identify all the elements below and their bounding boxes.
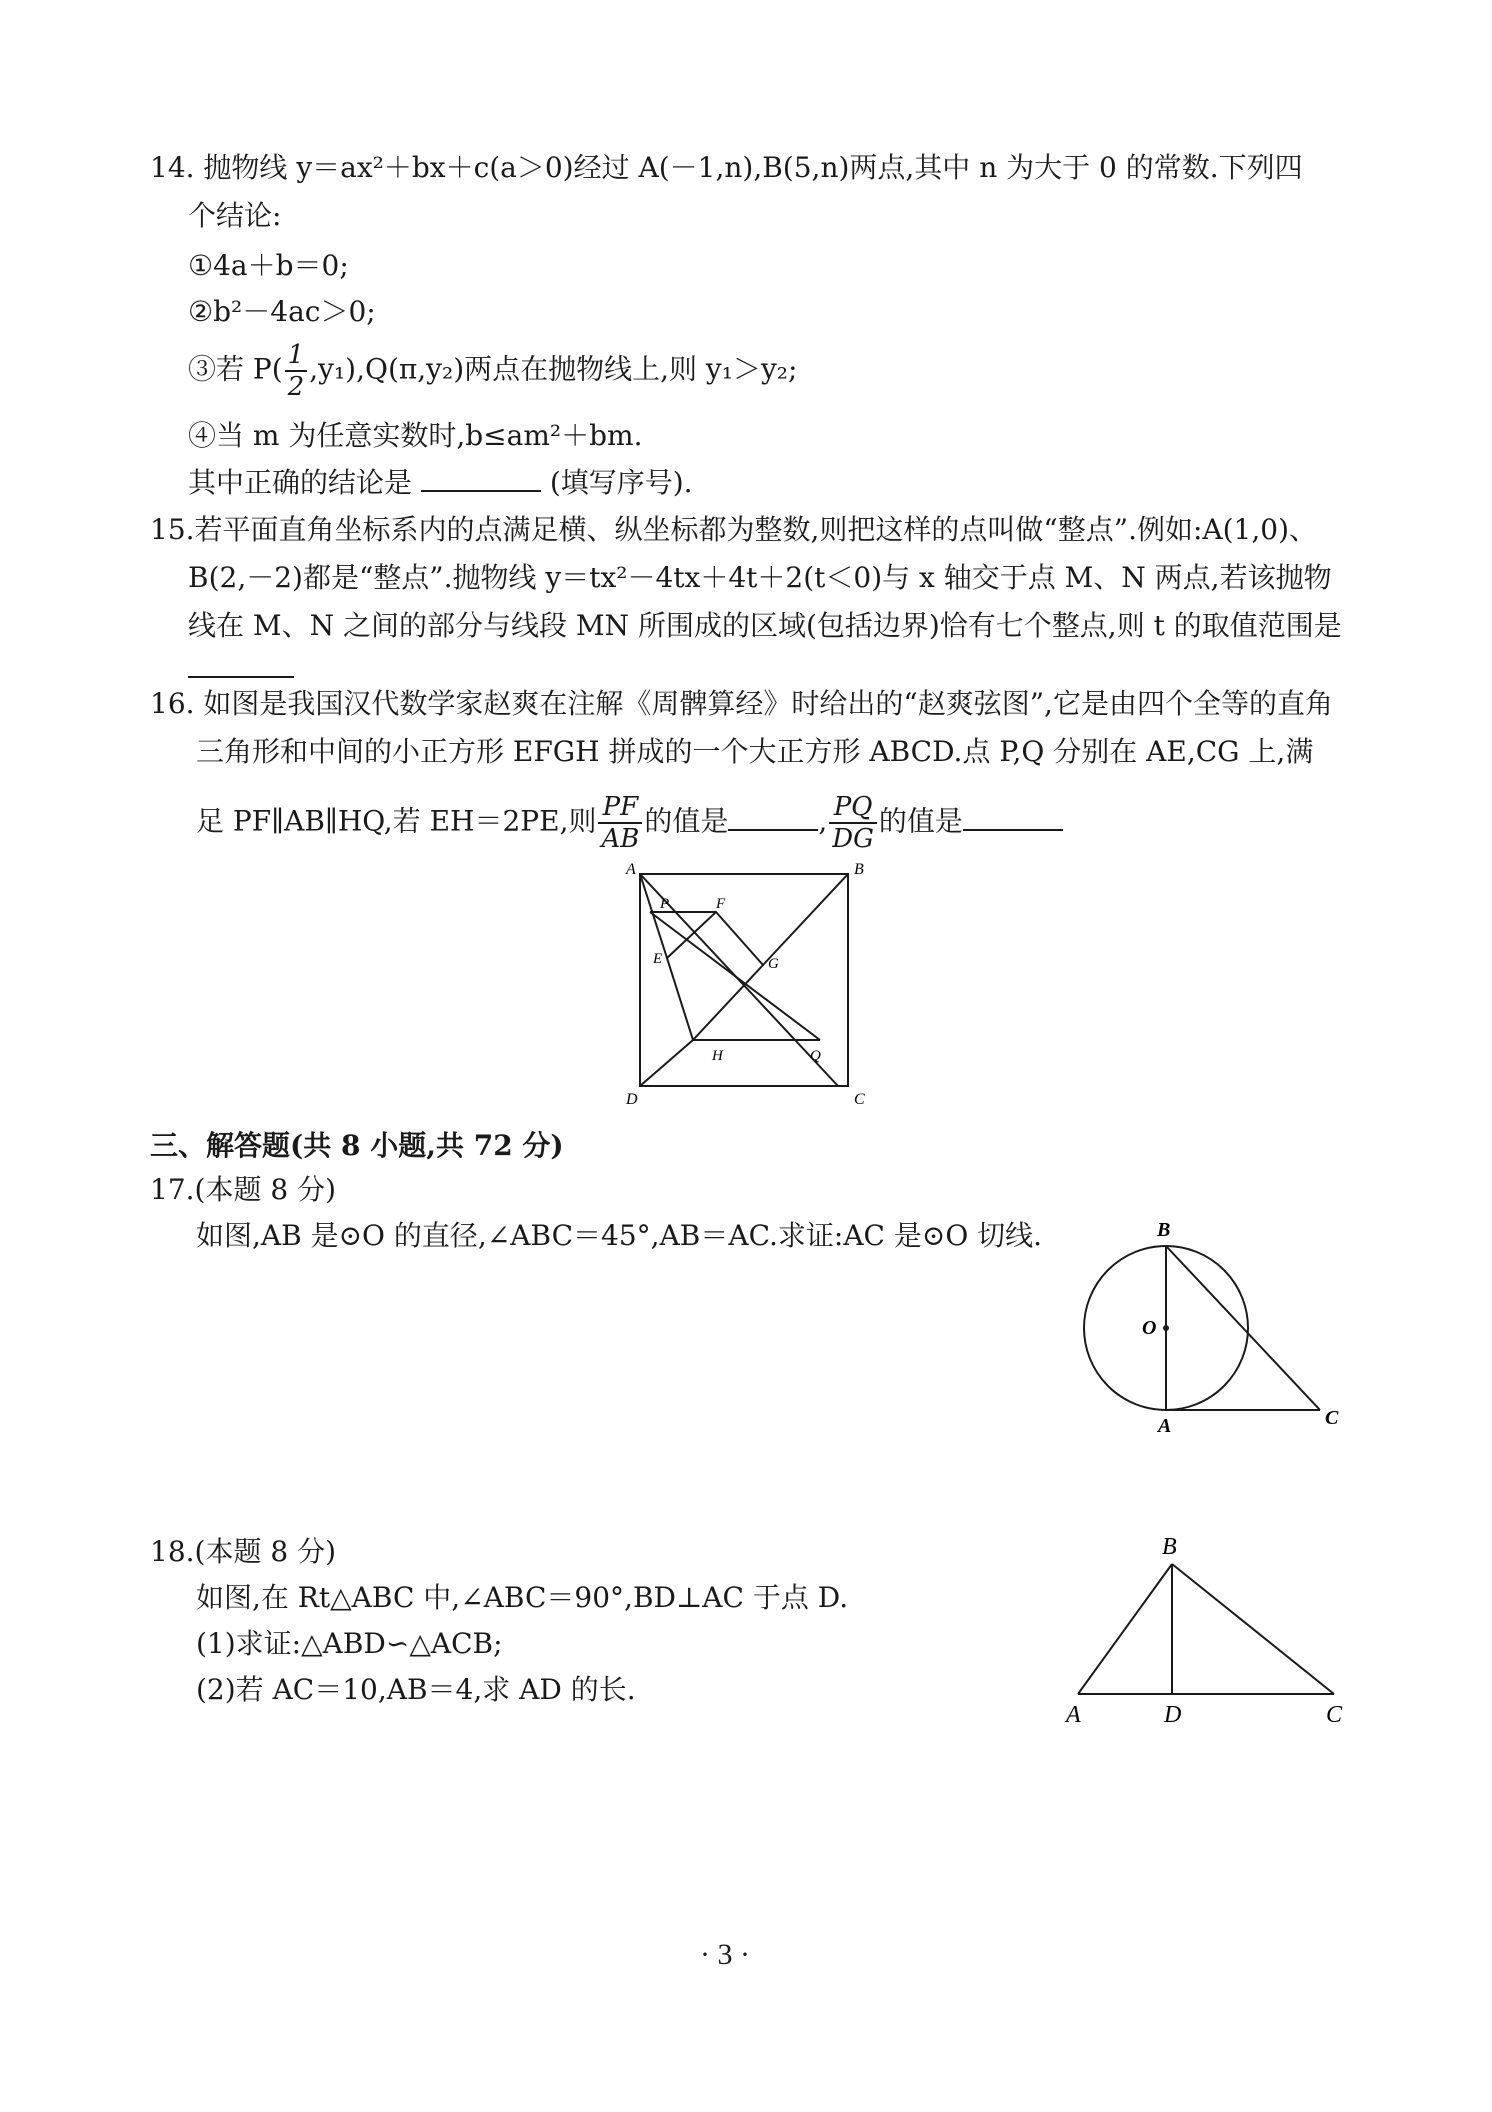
label-d: D [626,1091,638,1108]
q14-frac-denominator: 2 [287,372,305,402]
label-q: Q [810,1048,821,1064]
q16-answer-blank-2[interactable] [963,803,1063,831]
label-b: B [1162,1534,1177,1560]
label-d: D [1164,1702,1182,1728]
q16-frac1-denominator: AB [601,824,640,854]
q14-conclusion-3 [188,340,797,402]
center-point-o [1163,1325,1169,1331]
q16-line-1: 16. 如图是我国汉代数学家赵爽在注解《周髀算经》时给出的“赵爽弦图”,它是由四个全等的直角 [150,687,1333,720]
q15-line-3: 线在 M、N 之间的部分与线段 MN 所围成的区域(包括边界)恰有七个整点,则 t 的取值范围是 [188,609,1342,642]
zhao-shuang-diagram [620,860,880,1114]
label-h: H [712,1048,723,1064]
label-f: F [716,896,726,912]
label-c: C [1326,1702,1343,1728]
q14-conclusion-2: ②b²－4ac＞0; [188,295,376,328]
label-o: O [1142,1317,1157,1339]
q16-value-text-2: 的值是 [878,804,963,838]
segment-bc [1166,1246,1320,1410]
q14-ask-text: 其中正确的结论是 [188,466,413,499]
label-a: A [1066,1702,1081,1728]
q14-frac-numerator: 1 [285,340,308,372]
line-ae [640,874,670,958]
q16-frac2-numerator: PQ [829,792,877,824]
q14-line-1: 14. 抛物线 y＝ax²＋bx＋c(a＞0)经过 A(－1,n),B(5,n)两点,其中 n 为大于 0 的常数.下列四 [150,151,1303,184]
line-dh [640,1040,693,1086]
segment-bc [1172,1564,1334,1694]
q18-part-1: (1)求证:△ABD∽△ACB; [196,1627,503,1660]
q14-ask-suffix: (填写序号). [549,466,693,499]
q16-line-3-prefix: 足 PF∥AB∥HQ,若 EH＝2PE,则 [196,804,597,838]
q15-line-2: B(2,－2)都是“整点”.抛物线 y＝tx²－4tx＋4t＋2(t＜0)与 x 轴交于点 M、N 两点,若该抛物 [188,561,1332,594]
q14-conclusion-1: ①4a＋b＝0; [188,249,349,282]
q16-line-2: 三角形和中间的小正方形 EFGH 拼成的一个大正方形 ABCD.点 P,Q 分别在 AE,CG 上,满 [196,735,1314,768]
q16-line-3 [196,792,1063,854]
q18-part-2: (2)若 AC＝10,AB＝4,求 AD 的长. [196,1673,636,1706]
q15-line-1: 15.若平面直角坐标系内的点满足横、纵坐标都为整数,则把这样的点叫做“整点”.例如:A(1,0)、 [150,513,1317,546]
q14-c3-prefix: ③若 P( [188,352,283,386]
line-bg [763,874,848,965]
section-3-title: 三、解答题(共 8 小题,共 72 分) [150,1129,564,1162]
label-g: G [768,956,779,972]
q14-line-2: 个结论: [188,199,282,232]
q16-value-text-1: 的值是 [644,804,729,838]
q16-frac1-numerator: PF [598,792,642,824]
label-c: C [1325,1407,1339,1429]
label-c: C [854,1091,865,1108]
label-a: A [626,861,636,878]
q17-body: 如图,AB 是⊙O 的直径,∠ABC＝45°,AB＝AC.求证:AC 是⊙O 切线. [196,1219,1043,1252]
q15-answer-line [188,650,294,687]
q14-ask [188,464,693,501]
square-efgh [667,912,763,1040]
q14-conclusion-4: ④当 m 为任意实数时,b≤am²＋bm. [188,419,643,452]
q15-answer-blank[interactable] [188,650,294,678]
q16-comma: , [818,804,828,838]
q16-frac2-denominator: DG [832,824,874,854]
label-e: E [653,951,663,967]
segment-ab [1078,1564,1172,1694]
label-p: P [660,896,670,912]
label-a: A [1158,1415,1172,1437]
q16-answer-blank-1[interactable] [728,803,818,831]
q18-header: 18.(本题 8 分) [150,1535,336,1568]
page-number: · 3 · [700,1938,750,1971]
label-b: B [1157,1219,1171,1241]
q14-answer-blank[interactable] [421,464,541,492]
label-b: B [854,861,864,878]
q18-body: 如图,在 Rt△ABC 中,∠ABC＝90°,BD⊥AC 于点 D. [196,1581,849,1614]
q16-fraction-pf-ab [598,792,642,854]
q18-triangle-diagram [1050,1530,1350,1734]
q14-c3-suffix: ,y₁),Q(π,y₂)两点在抛物线上,则 y₁＞y₂; [309,352,798,386]
q16-fraction-pq-dg [829,792,877,854]
q17-circle-diagram [1070,1210,1360,1444]
q17-header: 17.(本题 8 分) [150,1173,336,1206]
q14-fraction [285,340,308,402]
